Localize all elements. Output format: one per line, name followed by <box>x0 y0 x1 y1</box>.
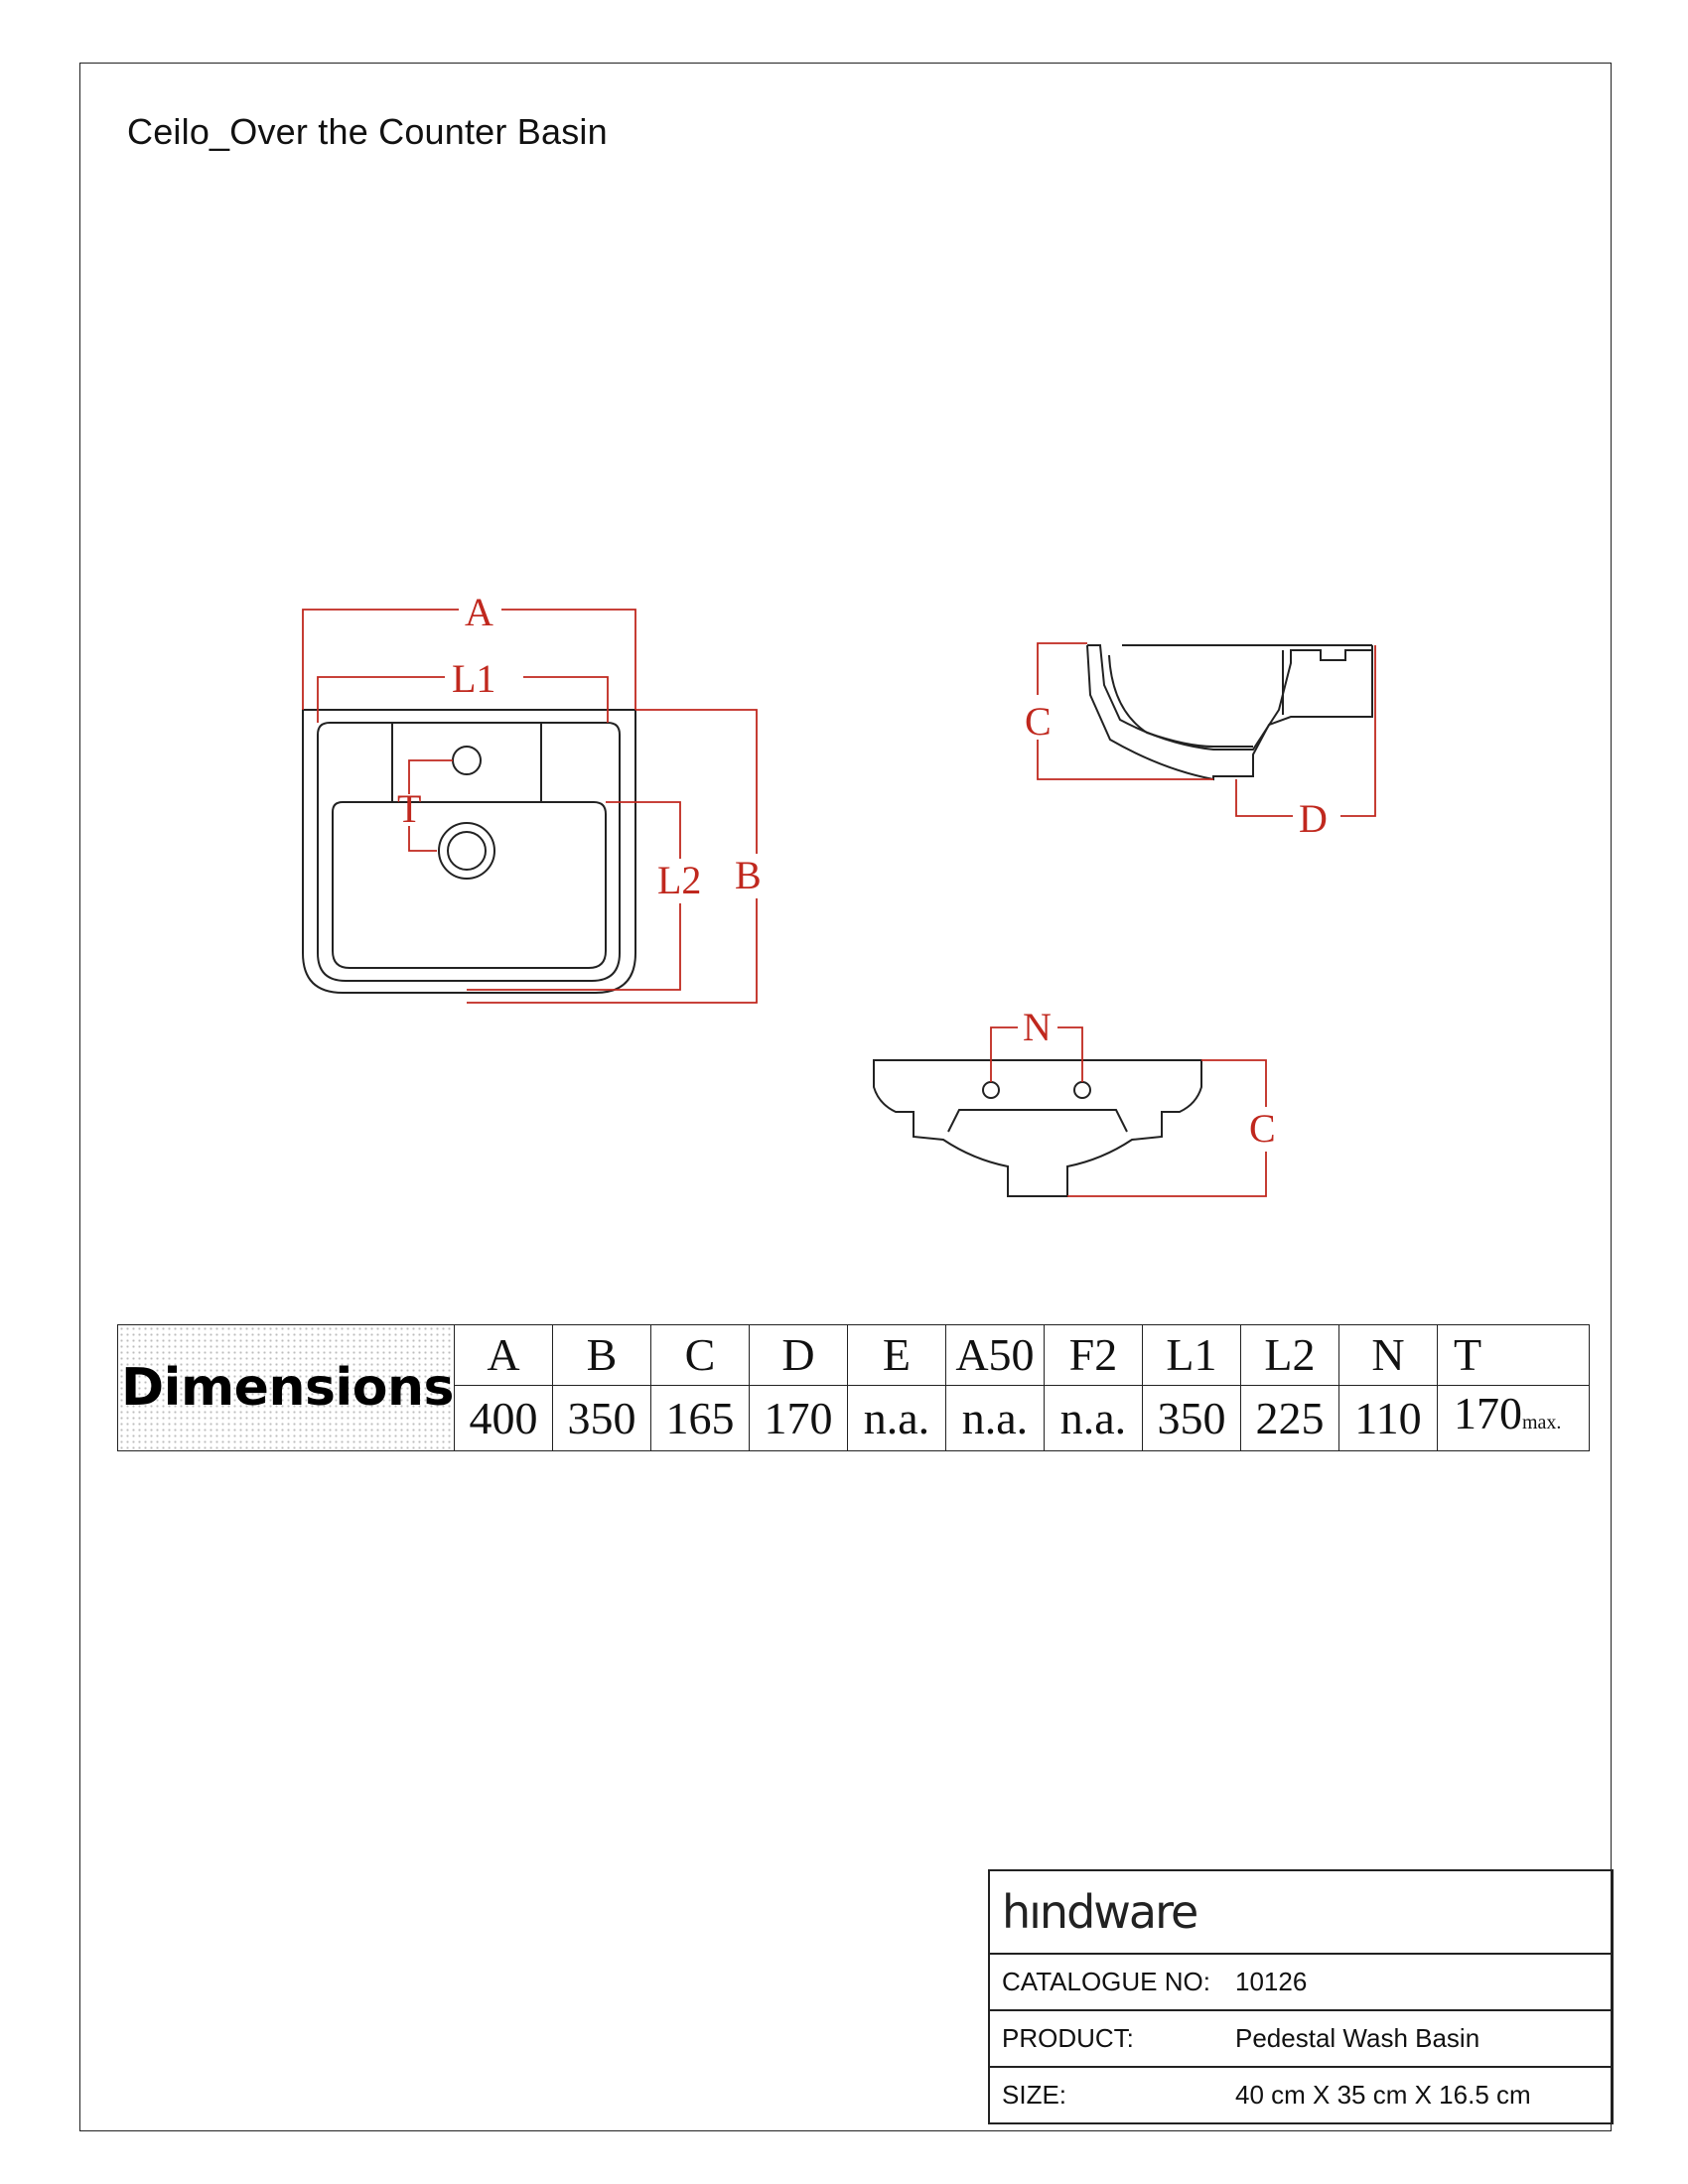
drain-inner <box>448 832 486 870</box>
label-c-front: C <box>1249 1106 1276 1151</box>
tap-hole-left <box>983 1082 999 1098</box>
label-a: A <box>465 590 493 634</box>
dim-value: 110 <box>1338 1386 1437 1451</box>
label-t: T <box>397 786 422 831</box>
dim-b-line <box>635 710 757 854</box>
col-header: F2 <box>1044 1325 1142 1386</box>
title-block <box>988 1869 1614 2124</box>
dim-value: n.a. <box>1044 1386 1142 1451</box>
label-l2: L2 <box>657 858 702 902</box>
title-block-row <box>990 2009 1612 2066</box>
dim-value: n.a. <box>945 1386 1044 1451</box>
dim-value: 170 <box>749 1386 847 1451</box>
front-view-dimensions <box>991 1027 1266 1196</box>
label-n: N <box>1023 1005 1052 1049</box>
dim-n-line <box>991 1027 1018 1082</box>
dim-value: 165 <box>650 1386 749 1451</box>
col-header: A50 <box>945 1325 1044 1386</box>
label-b: B <box>735 853 762 897</box>
max-suffix: max. <box>1521 1412 1562 1433</box>
label-c-side: C <box>1025 699 1052 744</box>
title-block-row <box>990 1953 1612 2009</box>
dim-c-front-line <box>1201 1060 1266 1107</box>
side-view <box>1087 645 1372 779</box>
col-header: B <box>552 1325 650 1386</box>
col-header: E <box>847 1325 945 1386</box>
title-block-row <box>990 2066 1612 2122</box>
side-profile-outer <box>1087 645 1372 779</box>
drawing-title: Ceilo_Over the Counter Basin <box>127 111 608 152</box>
front-profile <box>874 1060 1201 1196</box>
row-label: CATALOGUE NO: <box>1002 1967 1210 1996</box>
dim-value: 225 <box>1240 1386 1338 1451</box>
basin-rim-outline <box>318 723 620 981</box>
dimensions-heading-cell <box>118 1325 455 1451</box>
col-header: L1 <box>1142 1325 1240 1386</box>
label-d: D <box>1299 796 1328 841</box>
dim-value: n.a. <box>847 1386 945 1451</box>
col-header: N <box>1338 1325 1437 1386</box>
dim-d-line <box>1236 779 1293 816</box>
tap-hole-right <box>1074 1082 1090 1098</box>
basin-outer-outline <box>303 710 635 993</box>
dim-value: 350 <box>1142 1386 1240 1451</box>
col-header: A <box>454 1325 552 1386</box>
dimensions-table <box>117 1324 1590 1451</box>
dimensions-heading: Dimensions <box>121 1358 454 1418</box>
dim-value: 400 <box>454 1386 552 1451</box>
dim-value: 350 <box>552 1386 650 1451</box>
col-header: D <box>749 1325 847 1386</box>
row-label: SIZE: <box>1002 2080 1067 2110</box>
brand-logo: hındware <box>1002 1885 1197 1939</box>
front-view <box>874 1060 1201 1196</box>
col-header: L2 <box>1240 1325 1338 1386</box>
row-value: Pedestal Wash Basin <box>1235 2023 1480 2053</box>
dim-l2-line <box>606 802 680 859</box>
dim-value-t <box>1437 1386 1589 1451</box>
col-header: T <box>1437 1325 1589 1386</box>
label-l1: L1 <box>452 656 496 701</box>
dim-l1-line <box>318 677 445 723</box>
top-view-dimensions <box>303 610 757 1003</box>
row-label: PRODUCT: <box>1002 2023 1134 2053</box>
col-header: C <box>650 1325 749 1386</box>
dim-a-line <box>303 610 459 710</box>
bowl-outline <box>333 802 606 968</box>
tap-hole <box>453 747 481 774</box>
dim-c-side-line <box>1038 643 1087 695</box>
side-profile-inner <box>1087 645 1372 750</box>
top-view <box>303 710 635 993</box>
row-value: 40 cm X 35 cm X 16.5 cm <box>1235 2080 1531 2110</box>
row-value: 10126 <box>1235 1967 1308 1996</box>
dim-value: 170 <box>1453 1388 1522 1438</box>
